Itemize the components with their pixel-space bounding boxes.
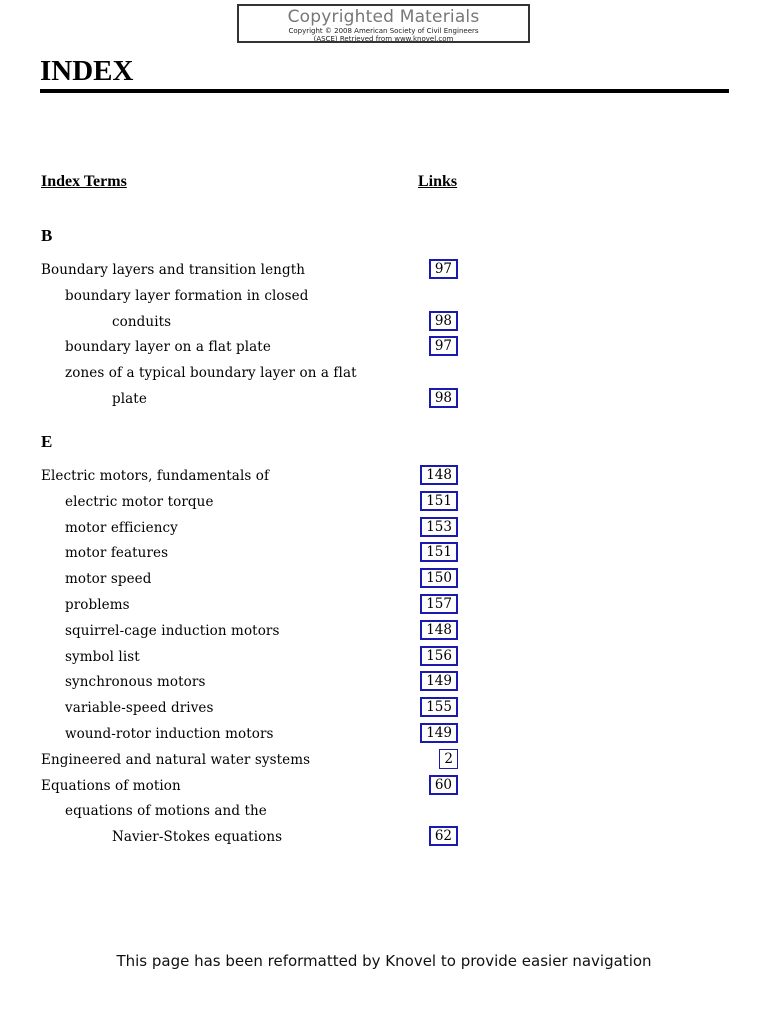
index-term: Equations of motion — [41, 777, 181, 794]
index-entry — [0, 774, 768, 798]
index-term: Navier-Stokes equations — [112, 829, 283, 846]
index-entry — [0, 464, 768, 488]
index-entry — [0, 722, 768, 746]
index-entry — [0, 541, 768, 565]
index-entry — [0, 645, 768, 669]
page-link[interactable]: 148 — [420, 465, 458, 485]
copyright-title: Copyrighted Materials — [287, 7, 480, 27]
section-letter: B — [41, 226, 53, 245]
index-term: zones of a typical boundary layer on a flat — [65, 365, 357, 382]
index-term: plate — [112, 391, 147, 407]
section-letter: E — [41, 432, 53, 451]
index-entry — [0, 335, 768, 359]
index-entry — [0, 748, 768, 772]
page-link[interactable]: 148 — [420, 620, 458, 640]
index-entry — [0, 825, 768, 849]
page-link[interactable]: 98 — [429, 388, 458, 408]
page-link[interactable]: 97 — [429, 259, 458, 279]
page-link[interactable]: 2 — [439, 749, 458, 769]
index-term: motor features — [65, 545, 169, 562]
page-link[interactable]: 62 — [429, 826, 458, 846]
index-term: variable-speed drives — [65, 700, 214, 717]
page-link[interactable]: 155 — [420, 697, 458, 717]
page-link[interactable]: 157 — [420, 594, 458, 614]
links-header: Links — [418, 173, 458, 190]
index-entry — [0, 361, 768, 385]
index-term: squirrel-cage induction motors — [65, 622, 280, 639]
index-entry — [0, 593, 768, 617]
index-entry — [0, 490, 768, 514]
index-term: motor efficiency — [65, 519, 178, 536]
copyright-line-2: (ASCE) Retrieved from www.knovel.com — [313, 35, 454, 43]
page-link[interactable]: 151 — [420, 491, 458, 511]
index-term: equations of motions and the — [65, 803, 267, 820]
index-term: Electric motors, fundamentals of — [41, 468, 270, 484]
index-term: symbol list — [65, 648, 140, 665]
page-link[interactable]: 153 — [420, 517, 458, 537]
index-term: problems — [65, 597, 130, 613]
index-term: motor speed — [65, 571, 152, 588]
index-term: wound-rotor induction motors — [65, 726, 274, 742]
index-entry — [0, 516, 768, 540]
index-term: Engineered and natural water systems — [41, 751, 311, 768]
index-term: conduits — [112, 313, 172, 330]
index-entry — [0, 696, 768, 720]
index-term: electric motor torque — [65, 493, 214, 510]
index-entry — [0, 284, 768, 308]
page-link[interactable]: 150 — [420, 568, 458, 588]
page-link[interactable]: 151 — [420, 542, 458, 562]
page-link[interactable]: 98 — [429, 311, 458, 331]
index-entry — [0, 619, 768, 643]
page-link[interactable]: 149 — [420, 723, 458, 743]
index-entry — [0, 670, 768, 694]
index-entry — [0, 799, 768, 823]
index-term: boundary layer formation in closed — [65, 287, 309, 304]
index-term: synchronous motors — [65, 674, 206, 691]
page-link[interactable]: 60 — [429, 775, 458, 795]
page-title: INDEX — [40, 55, 134, 87]
index-entry — [0, 258, 768, 282]
index-terms-header: Index Terms — [41, 173, 127, 190]
index-term: Boundary layers and transition length — [41, 262, 306, 278]
index-entry — [0, 567, 768, 591]
title-divider — [40, 89, 729, 93]
footer-note: This page has been reformatted by Knovel to provide easier navigation — [116, 952, 652, 970]
index-entry — [0, 387, 768, 411]
index-term: boundary layer on a flat plate — [65, 339, 271, 356]
page-link[interactable]: 149 — [420, 671, 458, 691]
page-link[interactable]: 97 — [429, 336, 458, 356]
index-entry — [0, 310, 768, 334]
page-link[interactable]: 156 — [420, 646, 458, 666]
copyright-banner — [237, 4, 530, 43]
copyright-line-1: Copyright © 2008 American Society of Civil Engineers — [288, 27, 479, 35]
